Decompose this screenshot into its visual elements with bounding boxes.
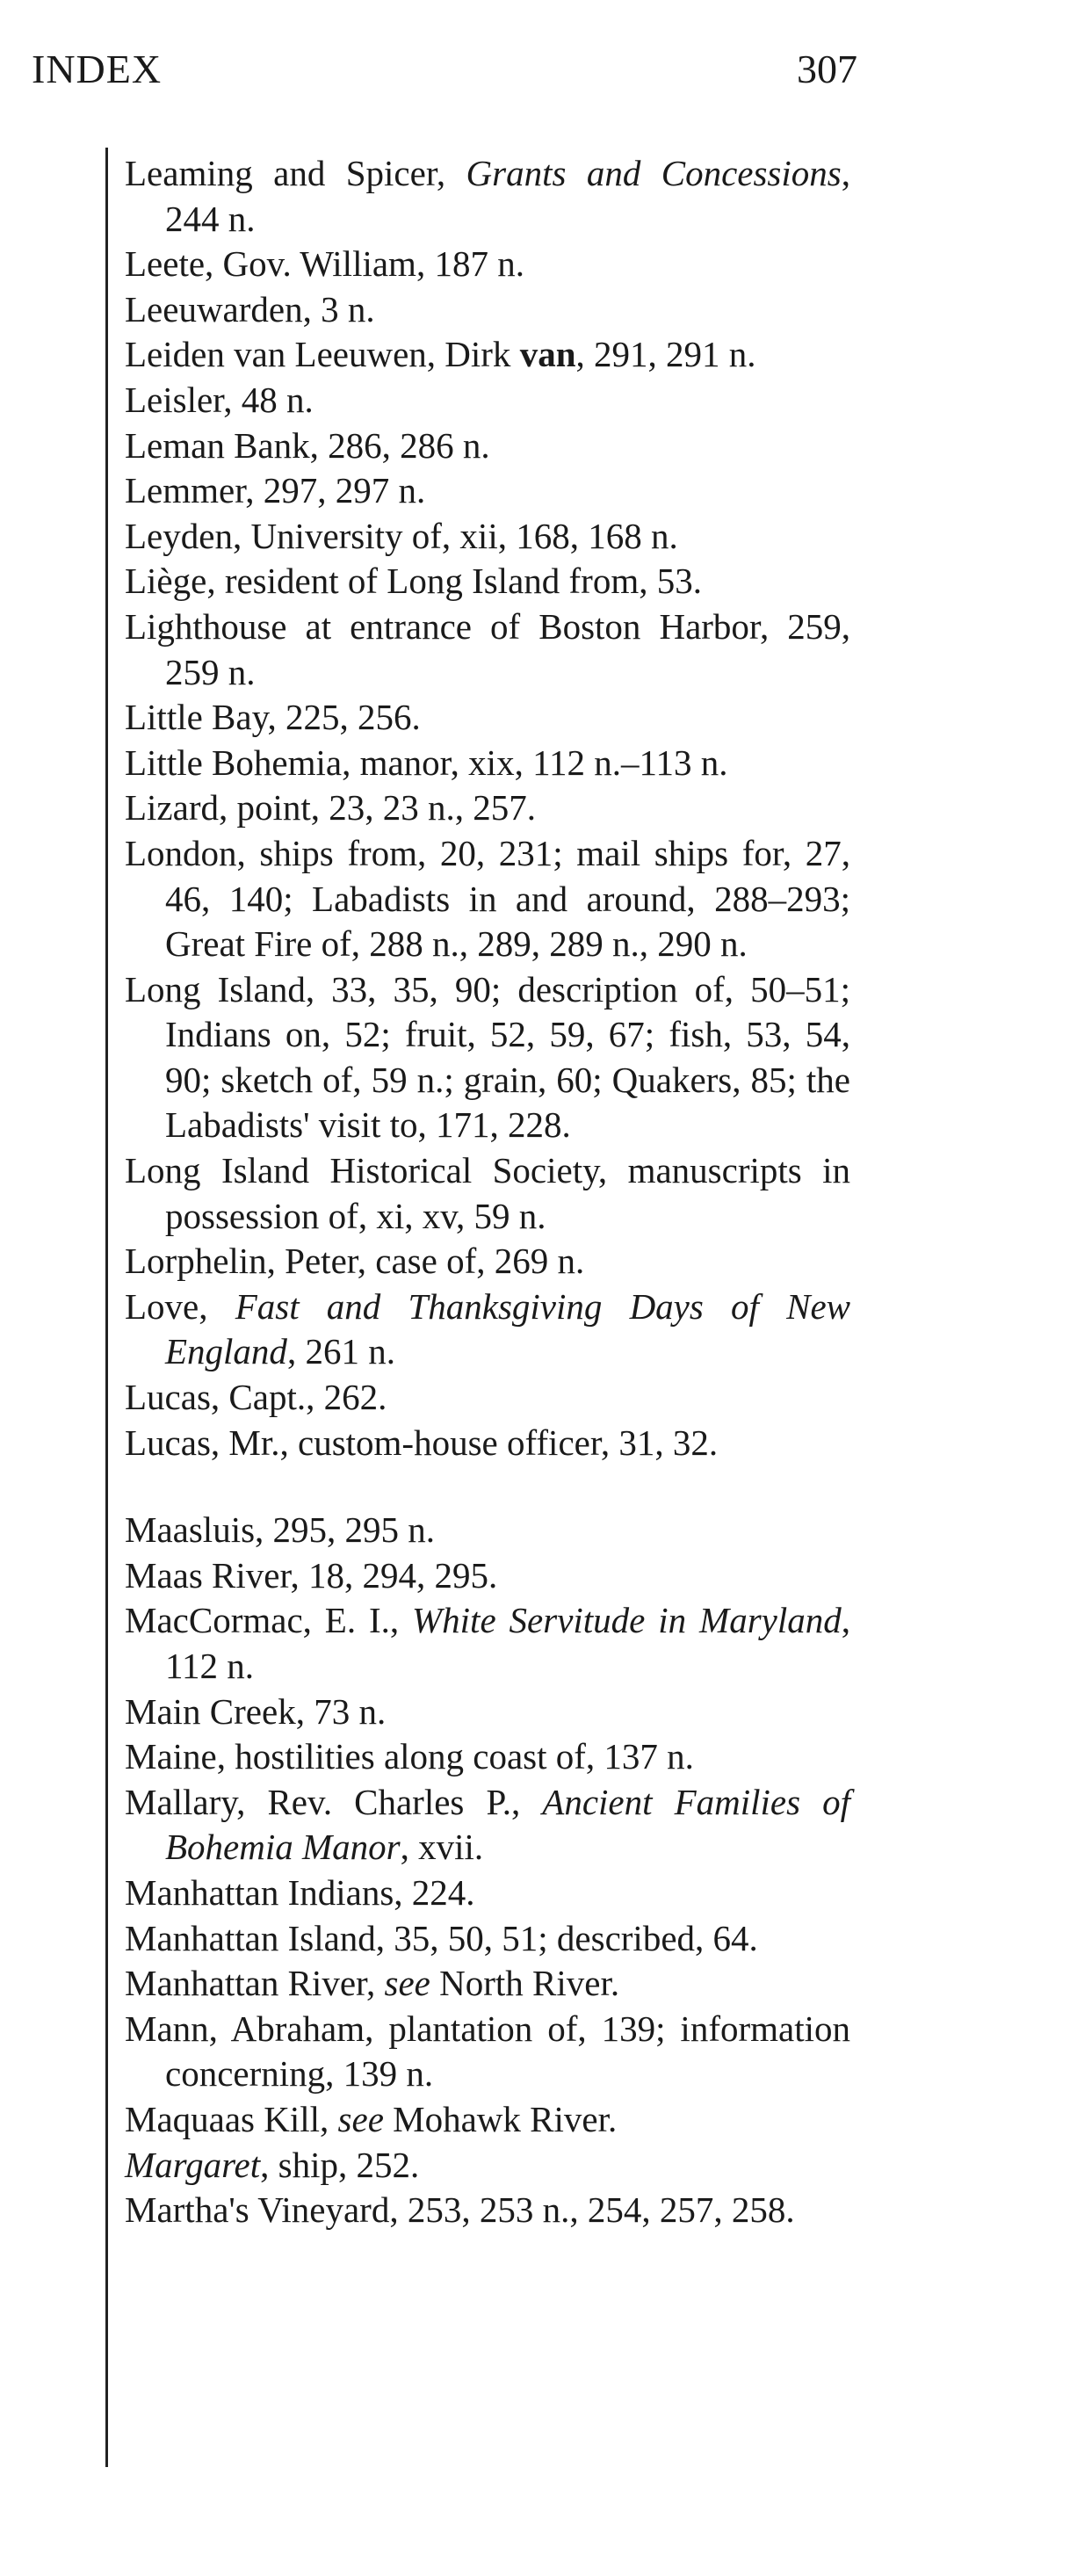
entry-text: van [519,334,576,375]
entry-text: Mann, Abraham, plantation of, 139; information concerning, 139 n. [125,2008,850,2095]
entry-text: Lucas, Capt., 262. [125,1377,387,1418]
entry-text: London, ships from, 20, 231; mail ships for, 27, 46, 140; Labadists in and around, 288–293; Great Fire of, 288 n., 289, 289 n., 290 n. [125,832,850,965]
entry-text: Ancient Families of Bohemia Manor [165,1781,851,1868]
margin-rule [105,148,108,2467]
entry-text: Lorphelin, Peter, case of, 269 n. [125,1241,585,1282]
entry-text: Margaret [125,2144,261,2185]
entry-text: , xvii. [400,1827,484,1868]
entry-text: Main Creek, 73 n. [125,1690,387,1732]
entry-text: , 112 n. [165,1600,850,1686]
entry-text: Leman Bank, 286, 286 n. [125,424,490,466]
index-entry [125,242,850,287]
entry-text: , 291, 291 n. [575,334,756,375]
entry-text: North River. [430,1963,620,2004]
entry-text: Leaming and Spicer, [125,153,466,193]
entry-text: Mohawk River. [383,2098,618,2139]
index-entry [125,2143,850,2189]
index-entry [125,378,850,423]
page-header [32,46,857,98]
entry-text: Lucas, Mr., custom-house officer, 31, 32. [125,1422,719,1463]
page-title: INDEX [32,47,163,91]
index-entry [125,1553,850,1599]
entry-text: see [384,1963,430,2004]
entry-text: Leiden van Leeuwen, Dirk [125,334,520,375]
index-entry [125,514,850,560]
index-entry [125,468,850,514]
entry-text: Leete, Gov. William, 187 n. [125,243,524,285]
entry-text: Lizard, point, 23, 23 n., 257. [125,787,537,829]
page-number: 307 [797,47,857,91]
index-entry [125,2188,850,2233]
index-entry [125,559,850,604]
entry-text: Long Island Historical Society, manuscripts in possession of, xi, xv, 59 n. [125,1150,850,1236]
index-entry [125,1598,850,1689]
index-entry [125,1690,850,1735]
index-entry [125,1375,850,1421]
index-entry [125,1961,850,2007]
entry-text: Little Bay, 225, 256. [125,697,421,738]
index-entry [125,1508,850,1553]
entry-text: Fast and Thanksgiving Days of New England [165,1285,850,1372]
index-entry [125,1284,850,1375]
entry-text: Leisler, 48 n. [125,379,314,420]
index-entry [125,831,850,967]
entry-text: Maas River, 18, 294, 295. [125,1554,498,1596]
entry-text: Manhattan River, [125,1963,385,2004]
index-entry [125,2097,850,2143]
entry-text: Love, [125,1285,235,1327]
entry-text: White Servitude in Maryland [412,1600,842,1641]
index-entry [125,785,850,831]
entry-text: Little Bohemia, manor, xix, 112 n.–113 n. [125,742,728,783]
entry-text: Manhattan Island, 35, 50, 51; described, 64. [125,1917,758,1958]
index-entry [125,332,850,378]
entry-text: Grants and Concessions [466,153,842,193]
index-entry [125,1148,850,1239]
index-entry [125,1916,850,1962]
index-entry [125,604,850,695]
entry-text: Martha's Vineyard, 253, 253 n., 254, 257, 258. [125,2189,795,2231]
entry-text: Manhattan Indians, 224. [125,1871,475,1913]
entry-text: Maine, hostilities along coast of, 137 n. [125,1736,694,1777]
entry-text: , 244 n. [165,153,850,239]
entry-text: Long Island, 33, 35, 90; description of, 50–51; Indians on, 52; fruit, 52, 59, 67; fish, 53, 54, 90; sketch of, 59 n.; grain, 60; Quakers, 85; the Labadists' visit to, 171, 228. [125,968,850,1146]
entry-text: Maquaas Kill, [125,2098,338,2139]
index-entry [125,1870,850,1916]
entry-text: Maasluis, 295, 295 n. [125,1509,436,1551]
index-entry [125,1421,850,1466]
index-entry [125,741,850,786]
entry-text: Lemmer, 297, 297 n. [125,470,426,511]
index-entries [125,151,850,2233]
entry-text: Lighthouse at entrance of Boston Harbor, 259, 259 n. [125,605,850,692]
index-entry [125,2007,850,2097]
entry-text: MacCormac, E. I., [125,1600,413,1641]
entry-text: , 261 n. [286,1331,395,1372]
entry-text: see [337,2098,384,2139]
index-entry [125,151,850,242]
entry-text: , ship, 252. [260,2144,420,2185]
index-entry [125,1734,850,1780]
index-entry [125,1780,850,1870]
index-entry [125,1239,850,1284]
entry-text: Mallary, Rev. Charles P., [125,1781,543,1822]
index-entry [125,967,850,1148]
entry-text: Leeuwarden, 3 n. [125,288,375,329]
index-entry [125,695,850,741]
entry-text: Liège, resident of Long Island from, 53. [125,561,702,602]
entry-text: Leyden, University of, xii, 168, 168 n. [125,515,678,556]
index-entry [125,287,850,333]
index-entry [125,423,850,469]
